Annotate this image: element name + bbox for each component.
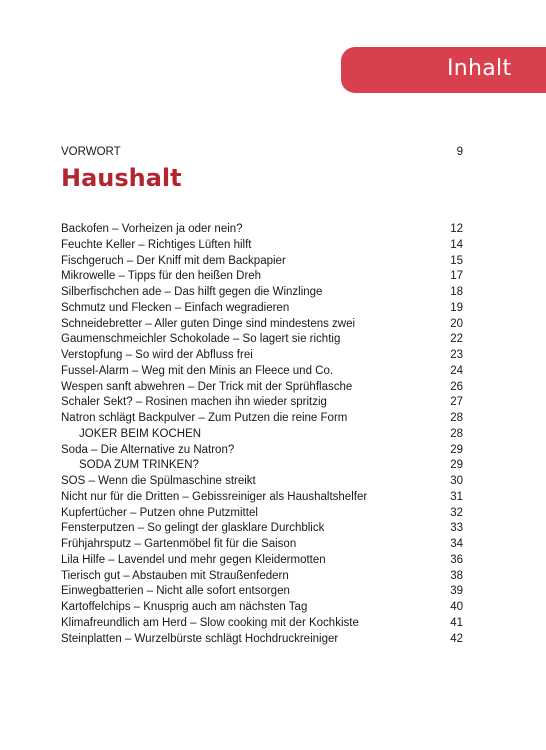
toc-entry-page: 23 [450,349,463,361]
toc-entry-title: Fussel-Alarm – Weg mit den Minis an Fleece und Co. [61,364,334,377]
toc-entry [61,506,463,522]
toc-entry-title: Kartoffelchips – Knusprig auch am nächsten Tag [61,601,308,613]
toc-entry [61,569,463,585]
toc-entry-page: 12 [450,223,463,235]
toc-entry-title: Wespen sanft abwehren – Der Trick mit der Sprühflasche [61,380,353,393]
toc-entry-page: 41 [450,616,463,629]
toc-entry-title: Schmutz und Flecken – Einfach wegradieren [61,301,290,314]
toc-entry-title: Gaumenschmeichler Schokolade – So lagert sie richtig [61,333,341,346]
toc-entry [61,332,463,348]
toc-entry [61,616,463,632]
toc-entry [61,553,463,569]
preface-page: 9 [456,146,463,158]
toc-entry-title: Steinplatten – Wurzelbürste schlägt Hochdruckreiniger [61,632,339,645]
toc-entry-page: 33 [450,522,463,535]
toc-entry-page: 24 [450,364,463,377]
toc-entry-title: Schaler Sekt? – Rosinen machen ihn wieder spritzig [61,396,327,409]
toc-entry-title: Verstopfung – So wird der Abfluss frei [61,349,253,361]
toc-entry-title: Natron schlägt Backpulver – Zum Putzen die reine Form [61,412,348,424]
toc-entry-page: 15 [450,254,463,267]
section-tab [341,47,546,93]
toc-entry [61,632,463,648]
toc-entry-title: Feuchte Keller – Richtiges Lüften hilft [61,238,252,251]
toc-entry [61,269,463,285]
toc-entry-page: 40 [450,601,463,613]
toc-entry-page: 31 [450,490,463,503]
toc-entry-title: Fensterputzen – So gelingt der glasklare Durchblick [61,522,325,535]
toc-entry-title: Silberfischchen ade – Das hilft gegen die Winzlinge [61,286,323,298]
toc-entry [61,317,463,333]
toc-entry [61,238,463,254]
toc-entry-page: 42 [450,632,463,645]
toc-entry [61,443,463,459]
toc-entry [61,285,463,301]
toc-entry-title: Backofen – Vorheizen ja oder nein? [61,223,243,235]
toc-entry-page: 18 [450,286,463,298]
preface-entry [61,146,463,158]
toc-entry [61,490,463,506]
toc-entry [61,301,463,317]
toc-entry [61,222,463,238]
toc-subentry [61,458,463,474]
toc-entry-page: 28 [450,412,463,424]
toc-entry-title: Nicht nur für die Dritten – Gebissreiniger als Haushaltshelfer [61,490,368,503]
chapter-title: Haushalt [61,164,182,192]
toc-entry [61,584,463,600]
toc-entry-page: 14 [450,238,463,251]
toc-entry-title: Einwegbatterien – Nicht alle sofort entsorgen [61,585,290,598]
toc-entry [61,411,463,427]
toc-entry-title: Soda – Die Alternative zu Natron? [61,443,235,456]
toc-entry-title: Klimafreundlich am Herd – Slow cooking mit der Kochkiste [61,616,359,629]
toc-entry [61,521,463,537]
toc-entry-title: Lila Hilfe – Lavendel und mehr gegen Kleidermotten [61,553,326,566]
toc-entry [61,348,463,364]
toc-entry-title: SODA ZUM TRINKEN? [79,459,199,472]
toc-entry-page: 38 [450,569,463,582]
toc-entry-page: 19 [450,301,463,314]
toc-entry-title: Fischgeruch – Der Kniff mit dem Backpapier [61,254,286,267]
toc-entry [61,364,463,380]
toc-list [61,222,463,647]
preface-title: VORWORT [61,146,121,158]
toc-entry-page: 17 [450,270,463,283]
toc-entry [61,474,463,490]
toc-entry-title: Tierisch gut – Abstauben mit Straußenfedern [61,569,289,582]
toc-subentry [61,427,463,443]
toc-entry-page: 29 [450,459,463,472]
toc-entry-page: 20 [450,317,463,330]
toc-entry-title: Frühjahrsputz – Gartenmöbel fit für die Saison [61,538,297,550]
toc-entry-page: 36 [450,553,463,566]
toc-entry-title: Mikrowelle – Tipps für den heißen Dreh [61,270,262,283]
toc-entry-page: 34 [450,538,463,550]
toc-entry-title: JOKER BEIM KOCHEN [79,427,202,440]
toc-entry-page: 22 [450,333,463,346]
toc-entry-title: Kupfertücher – Putzen ohne Putzmittel [61,506,258,519]
toc-entry-page: 32 [450,506,463,519]
toc-entry [61,600,463,616]
toc-entry-page: 26 [450,380,463,393]
toc-entry-page: 28 [450,427,463,440]
toc-entry [61,380,463,396]
toc-entry-page: 39 [450,585,463,598]
toc-entry-page: 27 [450,396,463,409]
toc-entry-page: 30 [450,475,463,487]
toc-entry-title: SOS – Wenn die Spülmaschine streikt [61,475,256,487]
toc-entry [61,254,463,270]
toc-entry [61,395,463,411]
toc-entry [61,537,463,553]
toc-entry-title: Schneidebretter – Aller guten Dinge sind mindestens zwei [61,317,356,330]
section-tab-label: Inhalt [447,56,512,81]
toc-entry-page: 29 [450,443,463,456]
